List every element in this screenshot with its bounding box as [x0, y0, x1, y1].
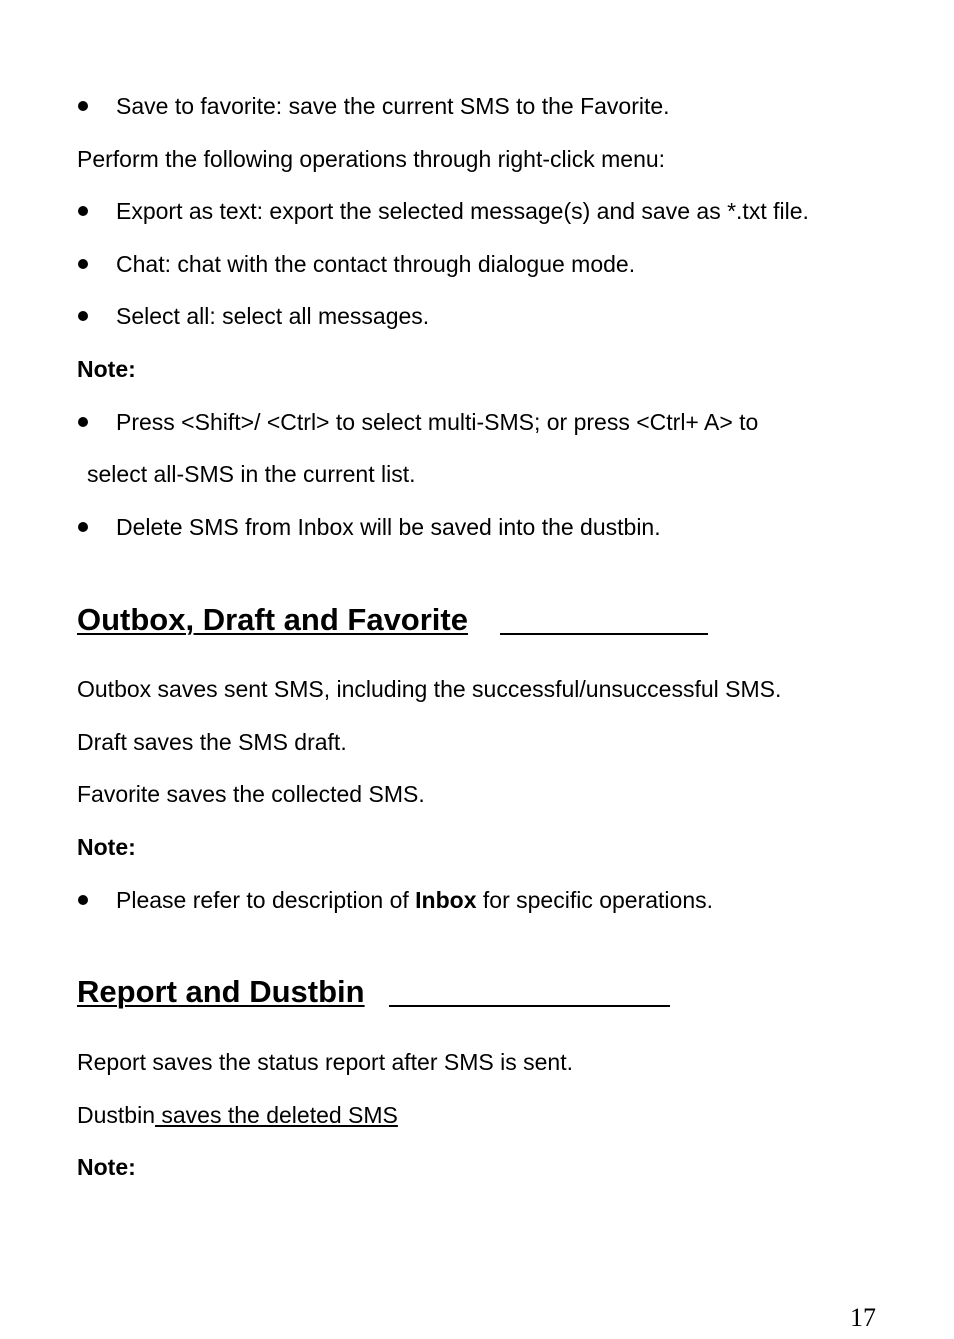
right-click-intro: Perform the following operations through right-click menu: — [77, 146, 666, 172]
list-item-text: Delete SMS from Inbox will be saved into the dustbin. — [116, 514, 661, 540]
list-item-text: Chat: chat with the contact through dialogue mode. — [116, 251, 636, 277]
heading-underline — [389, 1005, 670, 1007]
page-number: 17 — [850, 1303, 876, 1332]
section-heading: Report and Dustbin — [77, 974, 365, 1009]
paragraph: Outbox saves sent SMS, including the successful/unsuccessful SMS. — [77, 676, 782, 702]
note-label: Note: — [77, 1154, 136, 1180]
note-label: Note: — [77, 834, 136, 860]
bullet-icon — [78, 311, 88, 321]
paragraph: Dustbin saves the deleted SMS — [77, 1102, 398, 1128]
list-item-text: Please refer to description of Inbox for specific operations. — [116, 887, 714, 913]
heading-underline — [500, 633, 708, 635]
list-item-text: Export as text: export the selected message(s) and save as *.txt file. — [116, 198, 809, 224]
bullet-icon — [78, 417, 88, 427]
bullet-icon — [78, 206, 88, 216]
list-item-text: Select all: select all messages. — [116, 303, 430, 329]
paragraph: Report saves the status report after SMS is sent. — [77, 1049, 573, 1075]
list-item-text: Save to favorite: save the current SMS to the Favorite. — [116, 93, 670, 119]
inbox-bold: Inbox — [415, 887, 477, 913]
bullet-icon — [78, 101, 88, 111]
paragraph: Draft saves the SMS draft. — [77, 729, 347, 755]
list-item-continuation: select all-SMS in the current list. — [87, 461, 416, 487]
bullet-icon — [78, 259, 88, 269]
bullet-icon — [78, 522, 88, 532]
paragraph: Favorite saves the collected SMS. — [77, 781, 425, 807]
section-heading: Outbox, Draft and Favorite — [77, 602, 468, 637]
bullet-icon — [78, 895, 88, 905]
note-label: Note: — [77, 356, 136, 382]
list-item-text: Press <Shift>/ <Ctrl> to select multi-SMS; or press <Ctrl+ A> to — [116, 409, 759, 435]
